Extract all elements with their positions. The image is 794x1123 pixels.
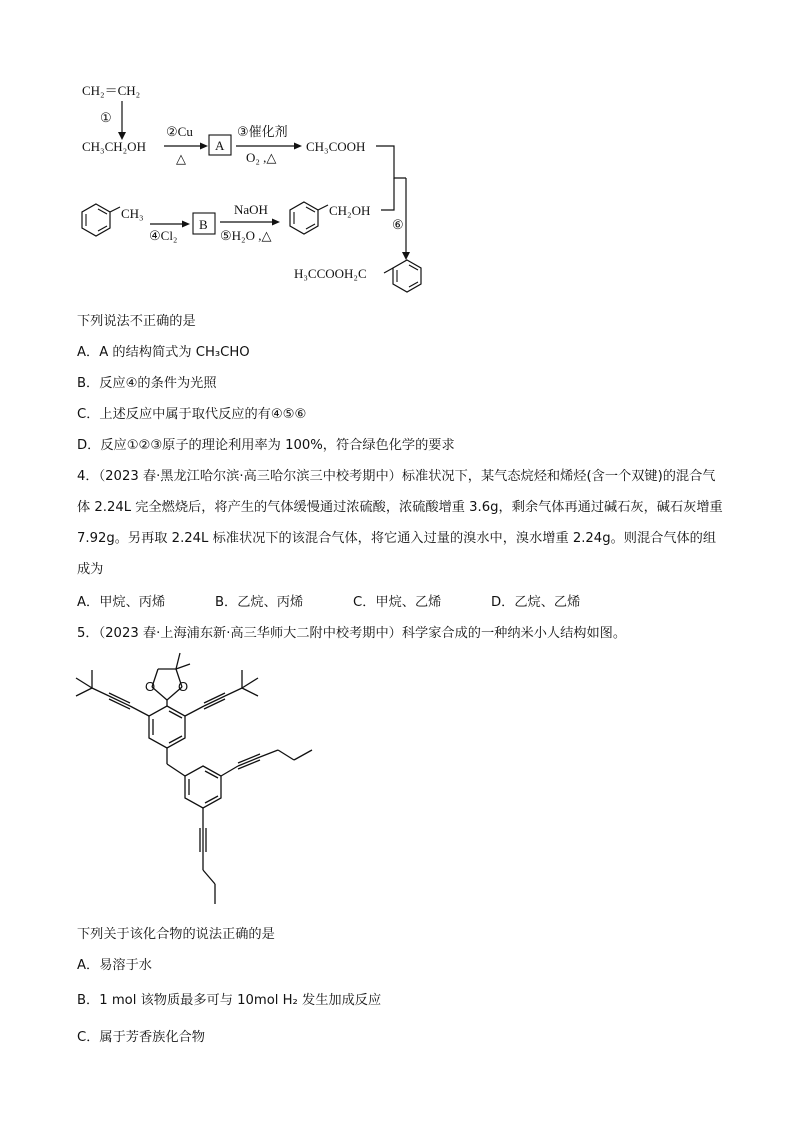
benzyl-alcohol-group: CH₂OH <box>329 203 371 218</box>
bottom-leg <box>200 808 215 904</box>
q5-question: 下列关于该化合物的说法正确的是 <box>77 927 275 942</box>
step5-condition: ⑤H₂O ,△ <box>220 228 272 243</box>
q4-option-c: C．甲烷、乙烯 <box>353 595 442 610</box>
step6-label: ⑥ <box>392 217 404 232</box>
q3-option-c: C．上述反应中属于取代反应的有④⑤⑥ <box>77 407 307 422</box>
nanoputian-structure <box>72 650 372 920</box>
step4-reagent: ④Cl₂ <box>149 228 178 243</box>
step1-label: ① <box>100 110 112 125</box>
ethanol-formula: CH₃CH₂OH <box>82 139 146 154</box>
ethylene-formula: CH₂＝CH₂ <box>82 83 141 98</box>
product-ring <box>384 260 421 292</box>
arrow-step5-head <box>272 219 280 226</box>
intermediate-b-label: B <box>199 217 208 232</box>
merge-line-bottom <box>381 178 394 210</box>
step2-heat: △ <box>176 151 186 166</box>
reaction-scheme <box>70 74 510 304</box>
oxygen-left: O <box>145 679 156 694</box>
arrow-step4-head <box>182 221 190 228</box>
q5-option-c: C．属于芳香族化合物 <box>77 1030 205 1045</box>
arrow-step3-head <box>294 143 302 150</box>
q4-option-b: B．乙烷、丙烯 <box>215 595 304 610</box>
step3-condition: O₂ ,△ <box>246 150 277 165</box>
oxygen-right: O <box>178 679 189 694</box>
q5-option-b: B．1 mol 该物质最多可与 10mol H₂ 发生加成反应 <box>77 993 382 1008</box>
q5-stem: 5．（2023 春·上海浦东新·高三华师大二附中校考期中）科学家合成的一种纳米小人结构如图。 <box>77 626 627 641</box>
step3-reagent: ③催化剂 <box>237 125 288 140</box>
upper-benzene-ring <box>149 700 185 748</box>
q4-option-d: D．乙烷、乙烯 <box>491 595 581 610</box>
benzyl-alcohol-ring <box>290 202 328 234</box>
q3-option-b: B．反应④的条件为光照 <box>77 376 217 391</box>
acetic-acid-formula: CH₃COOH <box>306 139 366 154</box>
toluene-ring <box>82 204 120 236</box>
intermediate-a-label: A <box>215 138 225 153</box>
right-leg <box>221 750 312 776</box>
toluene-methyl: CH₃ <box>121 206 144 221</box>
q3-option-a: A．A 的结构简式为 CH₃CHO <box>77 345 250 360</box>
merge-line-top <box>376 146 406 178</box>
q3-stem: 下列说法不正确的是 <box>77 314 196 329</box>
q3-option-d: D．反应①②③原子的理论利用率为 100%，符合绿色化学的要求 <box>77 438 455 453</box>
right-arm <box>185 670 258 716</box>
product-formula: H₃CCOOH₂C <box>294 266 367 281</box>
lower-benzene-ring <box>185 766 221 808</box>
step2-reagent: ②Cu <box>166 124 193 139</box>
q5-option-a: A．易溶于水 <box>77 958 152 973</box>
left-arm <box>76 670 149 716</box>
step5-reagent: NaOH <box>234 202 268 217</box>
arrow-step6-head <box>402 252 410 260</box>
q4-option-a: A．甲烷、丙烯 <box>77 595 166 610</box>
arrow-step2-head <box>200 143 208 150</box>
q4-stem: 4．（2023 春·黑龙江哈尔滨·高三哈尔滨三中校考期中）标准状况下，某气态烷烃和烯烃(含一个双键)的混合气体 2.24L 完全燃烧后，将产生的气体缓慢通过浓硫酸，浓硫酸增重 3.6g，剩余气体再通过碱石灰，碱石灰增重 7.92g。另再取 2.24L 标准状况下的该混合气体，将它通入过量的溴水中，溴水增重 2.24g。则混合气体的组成为 <box>77 469 723 577</box>
q4-options <box>77 593 737 613</box>
